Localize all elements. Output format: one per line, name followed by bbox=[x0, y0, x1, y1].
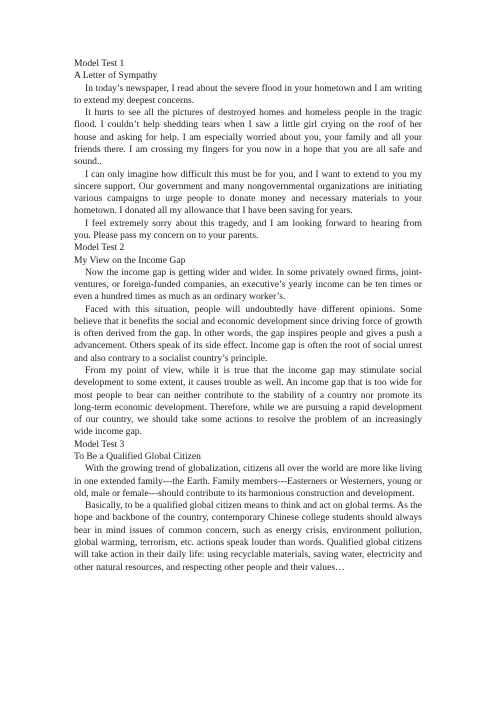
section-model-test-1 bbox=[74, 58, 422, 242]
essay-title: To Be a Qualified Global Citizen bbox=[74, 451, 201, 462]
section-model-test-3 bbox=[74, 439, 422, 574]
paragraph: I can only imagine how difficult this must be for you, and I want to extend to you my sincere support. Our government and many nongovernmental organizations are initiating various campaigns to urge people to donate money and necessary materials to your hometown. I donated all my allowance that I have been saving for years. bbox=[74, 168, 422, 217]
paragraph: Now the income gap is getting wider and wider. In some privately owned firms, joint-ventures, or foreign-funded companies, an executive’s yearly income can be ten times or even a hundred times as much as an ordinary worker’s. bbox=[74, 266, 422, 303]
paragraph: With the growing trend of globalization, citizens all over the world are more like living in one extended family---the Earth. Family members---Easterners or Westerners, young or old, male or female---should contribute to its harmonious construction and development. bbox=[74, 463, 422, 499]
section-model-test-2 bbox=[74, 242, 422, 439]
paragraph: In today’s newspaper, I read about the severe flood in your hometown and I am writing to extend my deepest concerns. bbox=[74, 82, 422, 106]
section-label: Model Test 2 bbox=[74, 242, 125, 254]
paragraph: I feel extremely sorry about this tragedy, and I am looking forward to hearing from you. Please pass my concern on to your parents. bbox=[74, 217, 422, 241]
document-page bbox=[74, 58, 422, 574]
paragraph: Faced with this situation, people will undoubtedly have different opinions. Some believe that it benefits the social and economic development since driving force of growth is often derived from the gap. In other words, the gap inspires people and gives a push a advancement. Others speak of its side effect. Income gap is often the root of social unrest and also contrary to a socialist country’s principle. bbox=[74, 303, 422, 364]
essay-title: My View on the Income Gap bbox=[74, 254, 186, 266]
essay-title: A Letter of Sympathy bbox=[74, 70, 158, 82]
section-label: Model Test 3 bbox=[74, 438, 125, 450]
section-label: Model Test 1 bbox=[74, 58, 125, 69]
paragraph: It hurts to see all the pictures of destroyed homes and homeless people in the tragic flood. I couldn’t help shedding tears when I saw a little girl crying on the roof of her house and asking for help. I am especially worried about you, your family and all your friends there. I am crossing my fingers for you now in a hope that you are all safe and sound.. bbox=[74, 107, 422, 168]
paragraph: From my point of view, while it is true that the income gap may stimulate social development to some extent, it causes trouble as well. An income gap that is too wide for most people to bear can neither contribute to the stability of a country nor promote its long-term economic development. Therefore, while we are pursuing a rapid development of our country, we should take some actions to resolve the problem of an increasingly wide income gap. bbox=[74, 365, 422, 438]
paragraph: Basically, to be a qualified global citizen means to think and act on global terms. As the hope and backbone of the country, contemporary Chinese college students should always bear in mind issues of common concern, such as energy crisis, environment pollution, global warming, terrorism, etc. actions speak louder than words. Qualified global citizens will take action in their daily life: using recyclable materials, saving water, electricity and other natural resources, and respecting other people and their values… bbox=[74, 500, 422, 573]
